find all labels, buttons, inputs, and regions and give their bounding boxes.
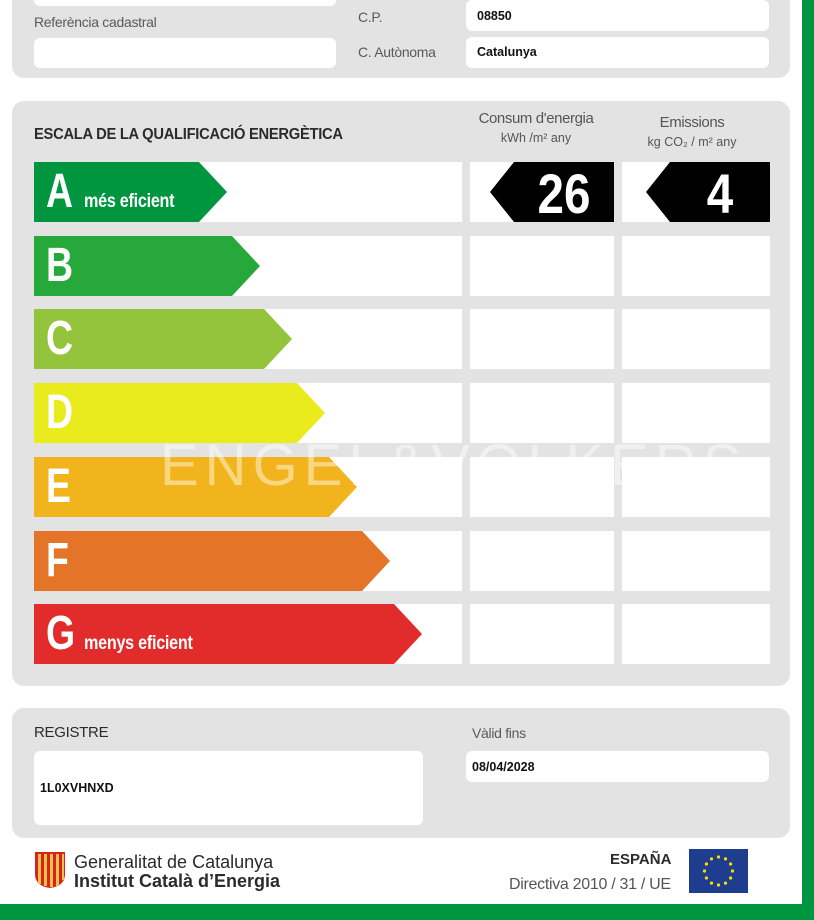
class-letter: F <box>46 534 69 587</box>
consumption-header <box>466 110 606 145</box>
valid-field <box>466 751 769 782</box>
class-letter: D <box>46 386 74 439</box>
class-arrow-a <box>34 162 227 222</box>
class-letter: B <box>46 239 74 292</box>
class-letter: A <box>46 165 74 218</box>
registry-value: 1L0XVHNXD <box>40 781 114 795</box>
valid-value: 08/04/2028 <box>472 760 535 774</box>
emissions-header-title: Emissions <box>659 114 725 131</box>
directive-label: Directiva 2010 / 31 / UE <box>509 876 671 893</box>
registry-label: REGISTRE <box>34 724 109 741</box>
cp-field <box>466 0 769 31</box>
eu-flag-icon <box>689 849 748 893</box>
scale-title: ESCALA DE LA QUALIFICACIÓ ENERGÈTICA <box>34 126 343 143</box>
class-arrow-f <box>34 531 390 591</box>
cp-label: C.P. <box>358 9 383 25</box>
class-letter: C <box>46 312 74 365</box>
class-letter: E <box>46 460 71 513</box>
org-name: Generalitat de Catalunya <box>74 852 274 872</box>
emissions-cell-g <box>622 604 770 664</box>
ca-label: C. Autònoma <box>358 44 436 60</box>
emissions-cell-b <box>622 236 770 296</box>
class-description: menys eficient <box>84 633 193 654</box>
top-left-field <box>34 0 336 6</box>
frame-border-right <box>802 0 814 920</box>
class-arrow-g <box>34 604 422 664</box>
class-letter: G <box>46 607 76 660</box>
valid-label: Vàlid fins <box>472 725 526 741</box>
emissions-cell-f <box>622 531 770 591</box>
emissions-cell-c <box>622 309 770 369</box>
emissions-rating-badge <box>646 162 770 225</box>
consumption-cell-f <box>470 531 614 591</box>
class-arrow-b <box>34 236 260 296</box>
consumption-header-title: Consum d'energia <box>478 110 594 127</box>
consumption-cell-c <box>470 309 614 369</box>
ca-value: Catalunya <box>477 45 537 59</box>
consumption-cell-g <box>470 604 614 664</box>
class-arrow-c <box>34 309 292 369</box>
generalitat-logo <box>34 852 66 888</box>
emissions-rating-badge-value: 4 <box>706 162 734 225</box>
frame-border-bottom <box>0 904 814 920</box>
class-description: més eficient <box>84 191 175 212</box>
country-label: ESPAÑA <box>610 851 672 868</box>
institute-name: Institut Català d’Energia <box>74 871 281 891</box>
consumption-header-unit: kWh /m² any <box>500 131 572 145</box>
consumption-rating-badge <box>490 162 614 225</box>
emissions-header-unit: kg CO₂ / m² any <box>647 135 737 149</box>
consumption-cell-b <box>470 236 614 296</box>
ref-label: Referència cadastral <box>34 14 157 30</box>
ref-field <box>34 38 336 68</box>
ca-field <box>466 37 769 68</box>
registry-field <box>34 751 423 825</box>
consumption-rating-badge-value: 26 <box>537 162 591 225</box>
cp-value: 08850 <box>477 9 512 23</box>
emissions-header <box>622 114 762 149</box>
watermark: ENGEL&VÖLKERS <box>160 433 748 498</box>
